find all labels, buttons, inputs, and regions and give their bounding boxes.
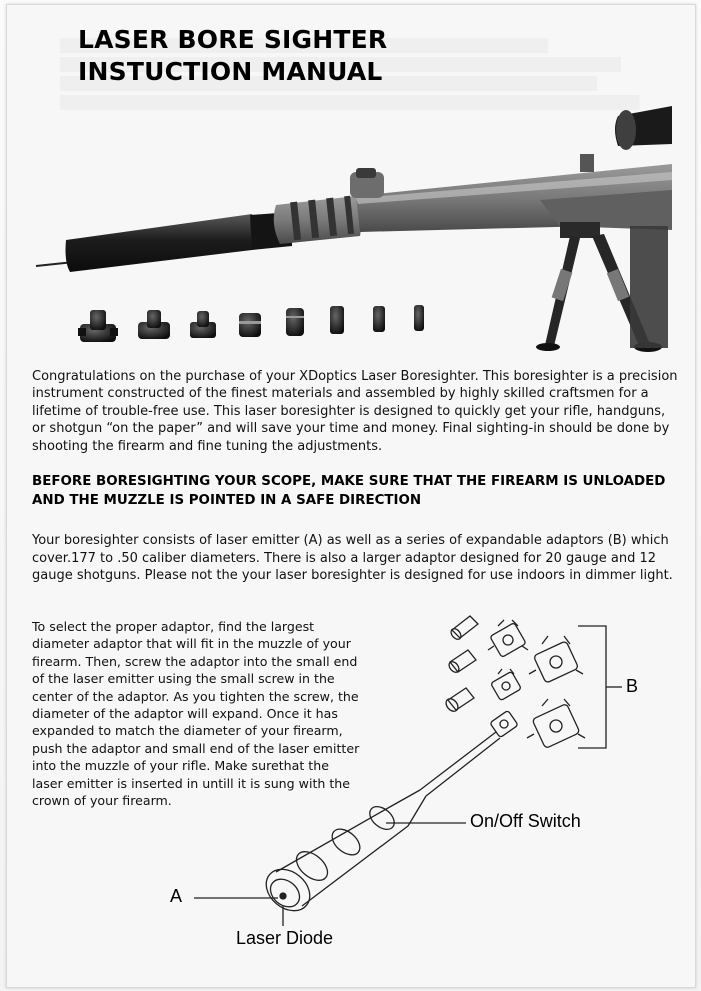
adaptor-3 (190, 311, 216, 338)
adaptor-6 (330, 306, 344, 334)
adaptor-5 (286, 308, 304, 336)
title-line-2: INSTUCTION MANUAL (78, 57, 383, 86)
adaptor-drawing-large-1 (529, 636, 583, 683)
adaptor-1 (78, 310, 118, 342)
adaptor-drawing-medium-2 (491, 669, 522, 701)
adaptor-drawing-large-2 (527, 699, 585, 749)
adaptor-4 (239, 313, 261, 337)
intro-paragraph: Congratulations on the purchase of your XDoptics Laser Boresighter. This boresighter is a precision instrument constructed of the finest materials and assembled by highly skilled craftsmen for a lifetime of trouble-free use. This laser boresighter is designed to quickly get your rifle, handguns, or shotgun “on the paper” and will save your time and money. Final sighting-in should be done by shooting the firearm and fine tuning the adjustments. (32, 369, 678, 454)
muzzle-brake (274, 196, 362, 244)
label-laser-diode: Laser Diode (236, 928, 334, 948)
label-on-off-switch: On/Off Switch (470, 811, 581, 831)
adaptor-2 (138, 310, 170, 339)
bipod (536, 222, 668, 352)
manual-title (78, 24, 387, 88)
adaptor-8 (414, 305, 424, 331)
label-a: A (170, 886, 183, 906)
label-b: B (626, 676, 639, 696)
title-line-1: LASER BORE SIGHTER (78, 25, 388, 54)
bracket-b (578, 626, 606, 748)
adaptor-drawing-small-1 (449, 616, 478, 641)
rifle-photo (36, 106, 672, 352)
adaptor-selection-paragraph: To select the proper adaptor, find the largest diameter adaptor that will fit in the muzzle of your firearm. Then, screw the adaptor into the small end of the laser emitter using the small screw in the center of the adaptor. As you tighten the screw, the diameter of the adaptor will expand. Once it has expanded to match the diameter of your firearm, push the adaptor and small end of the laser emitter into the muzzle of your rifle. Make surethat the laser emitter is inserted in untill it is sung with the crown of your firearm. (32, 619, 360, 809)
adaptor-row (78, 305, 424, 342)
adaptor-drawing-small-3 (444, 688, 474, 714)
safety-warning: BEFORE BORESIGHTING YOUR SCOPE, MAKE SURE THAT THE FIREARM IS UNLOADED AND THE MUZZLE IS POINTED IN A SAFE DIRECTION (32, 474, 666, 508)
adaptor-7 (373, 306, 385, 332)
suppressor (66, 214, 256, 272)
adaptor-drawing-small-2 (447, 650, 476, 674)
contents-paragraph: Your boresighter consists of laser emitter (A) as well as a series of expandable adaptors (B) which cover.177 to .50 caliber diameters. There is also a larger adaptor designed for 20 gauge and 12 gauge shotguns. Please not the your laser boresighter is designed for use indoors in dimmer light. (32, 533, 673, 584)
adaptor-drawing-medium-1 (488, 620, 528, 657)
